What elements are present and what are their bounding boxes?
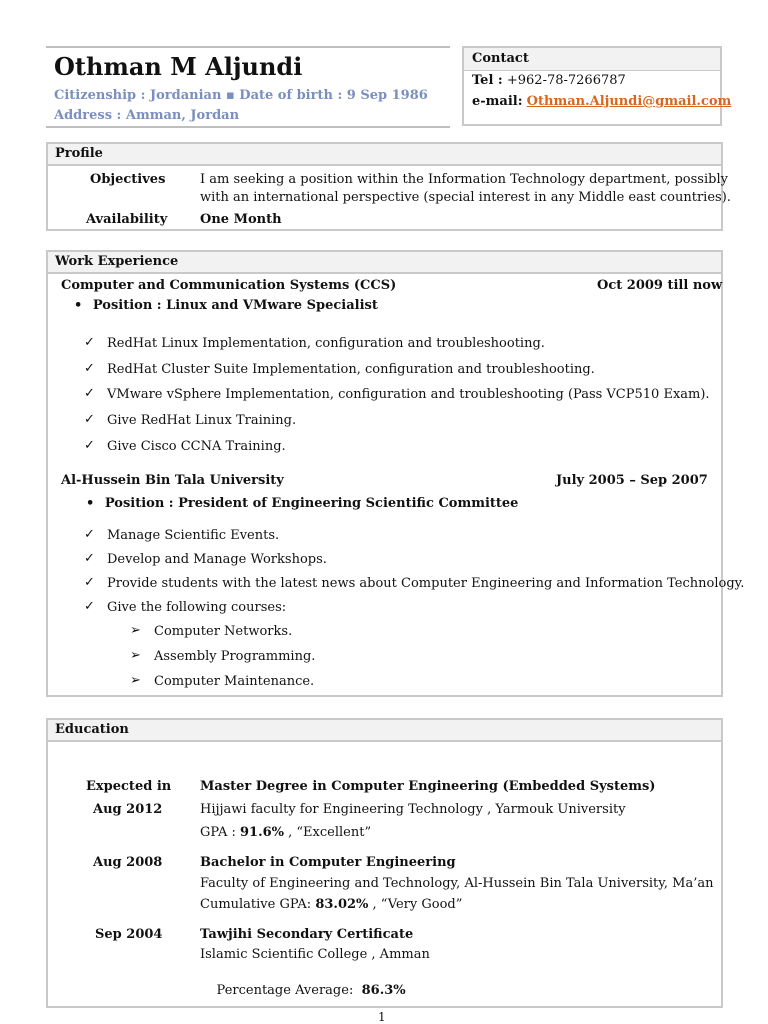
edu-date: Aug 2008 [93, 855, 163, 870]
email-link[interactable]: Othman.Aljundi@gmail.com [526, 94, 732, 109]
objectives-label: Objectives [90, 172, 166, 187]
education-section [46, 718, 723, 1008]
page-number: 1 [378, 1010, 386, 1024]
check-icon: ✓ [84, 386, 95, 401]
gpa-value: 83.02% [315, 897, 369, 912]
course-item: Computer Networks. [154, 624, 293, 639]
edu-school: Faculty of Engineering and Technology, Al-Hussein Bin Tala University, Ma’an [200, 876, 714, 891]
job-position-text: Position : President of Engineering Scientific Committee [104, 496, 519, 511]
edu-degree: Tawjihi Secondary Certificate [200, 927, 414, 942]
availability-value: One Month [200, 212, 282, 227]
edu-date: Aug 2012 [93, 802, 163, 817]
job-dates: July 2005 – Sep 2007 [556, 473, 708, 488]
course-item: Computer Maintenance. [154, 674, 315, 689]
availability-label: Availability [86, 212, 168, 227]
job-position-text: Position : Linux and VMware Specialist [92, 298, 378, 313]
header-bottom-rule [46, 126, 450, 128]
objectives-text-line2: with an international perspective (special interest in any Middle east countries). [200, 190, 731, 205]
edu-gpa [200, 897, 462, 912]
edu-date: Sep 2004 [95, 927, 163, 942]
duty-item: RedHat Linux Implementation, configuration and troubleshooting. [107, 336, 545, 351]
duty-item: Manage Scientific Events. [107, 528, 280, 543]
check-icon: ✓ [84, 527, 95, 542]
duty-item: RedHat Cluster Suite Implementation, configuration and troubleshooting. [107, 362, 595, 377]
gpa-label: GPA : [200, 825, 240, 840]
gpa-label: Percentage Average: [216, 983, 362, 998]
education-title: Education [55, 722, 129, 737]
duty-item: Give RedHat Linux Training. [107, 413, 297, 428]
address-line: Address : Amman, Jordan [54, 108, 240, 123]
duty-item: VMware vSphere Implementation, configuration and troubleshooting (Pass VCP510 Exam). [107, 387, 710, 402]
edu-date: Expected in [86, 779, 172, 794]
gpa-value: 91.6% [239, 825, 284, 840]
work-experience-section [46, 250, 745, 697]
work-experience-header [48, 252, 721, 274]
objectives-text-line1: I am seeking a position within the Information Technology department, possibly [200, 172, 728, 187]
gpa-grade: , “Excellent” [284, 825, 372, 840]
bullet-icon: • [74, 298, 83, 313]
check-icon: ✓ [84, 551, 95, 566]
arrow-icon: ➢ [130, 648, 141, 663]
citizenship-line: Citizenship : Jordanian ▪ Date of birth : 9 Sep 1986 [54, 88, 428, 103]
tel-value: +962-78-7266787 [506, 73, 626, 88]
edu-school: Islamic Scientific College , Amman [200, 947, 430, 962]
edu-degree: Bachelor in Computer Engineering [200, 855, 456, 870]
duty-item: Give Cisco CCNA Training. [107, 439, 286, 454]
contact-title: Contact [472, 51, 529, 66]
duty-item: Develop and Manage Workshops. [107, 552, 327, 567]
header-top-rule [46, 46, 450, 48]
edu-gpa [200, 968, 406, 1013]
check-icon: ✓ [84, 412, 95, 427]
edu-school: Hijjawi faculty for Engineering Technology , Yarmouk University [200, 802, 626, 817]
job-dates: Oct 2009 till now [597, 278, 723, 293]
profile-title: Profile [55, 146, 103, 161]
course-item: Assembly Programming. [154, 649, 316, 664]
contact-email [472, 94, 731, 109]
person-name: Othman M Aljundi [54, 52, 303, 81]
email-label: e-mail: [472, 94, 523, 109]
check-icon: ✓ [84, 335, 95, 350]
check-icon: ✓ [84, 438, 95, 453]
contact-box [462, 46, 732, 126]
gpa-value: 86.3% [361, 983, 406, 998]
contact-header [464, 48, 720, 71]
gpa-grade: , “Very Good” [368, 897, 463, 912]
arrow-icon: ➢ [130, 673, 141, 688]
gpa-label: Cumulative GPA: [200, 897, 316, 912]
edu-gpa [200, 825, 371, 840]
job-company: Al-Hussein Bin Tala University [61, 473, 284, 488]
contact-tel [472, 73, 626, 88]
check-icon: ✓ [84, 599, 95, 614]
arrow-icon: ➢ [130, 623, 141, 638]
job-position [74, 298, 378, 313]
duty-item: Provide students with the latest news about Computer Engineering and Information Technology. [107, 576, 745, 591]
job-company: Computer and Communication Systems (CCS) [61, 278, 397, 293]
check-icon: ✓ [84, 361, 95, 376]
duty-item: Give the following courses: [107, 600, 287, 615]
edu-degree: Master Degree in Computer Engineering (Embedded Systems) [200, 779, 656, 794]
profile-section [46, 142, 731, 231]
profile-header [48, 144, 721, 166]
job-position [86, 496, 518, 511]
bullet-icon: • [86, 496, 95, 511]
check-icon: ✓ [84, 575, 95, 590]
tel-label: Tel : [472, 73, 503, 88]
work-experience-title: Work Experience [55, 254, 179, 269]
education-header [48, 720, 721, 742]
